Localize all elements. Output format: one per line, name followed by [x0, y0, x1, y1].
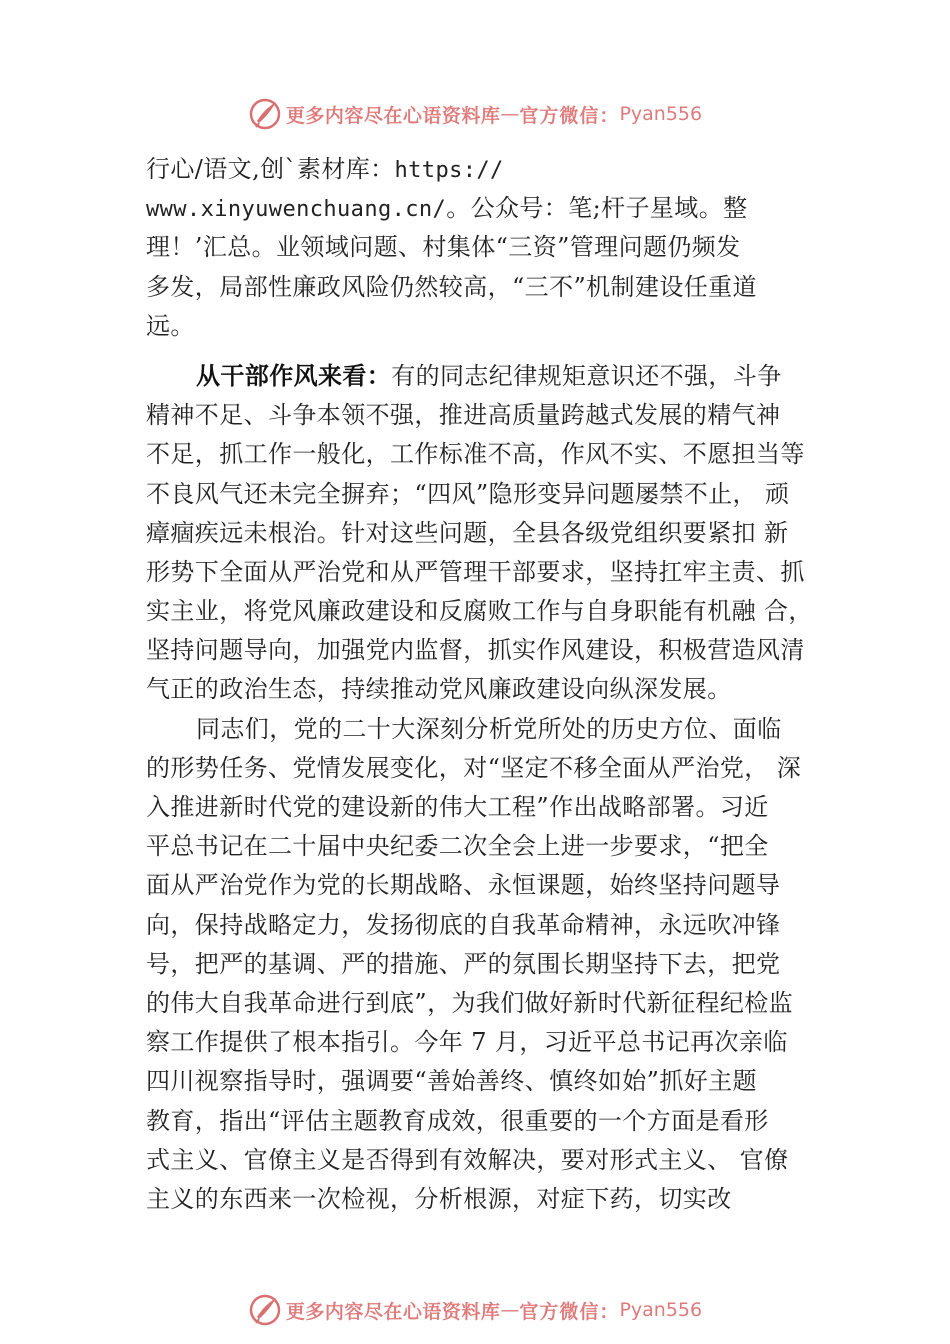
banner-wechat-label: 官方微信： — [519, 104, 620, 127]
text-segment: 有的同志纪律规矩意识还不强，斗争 — [391, 361, 782, 390]
document-body — [146, 150, 834, 1219]
paragraph-3 — [146, 710, 834, 1219]
text-line: 气正的政治生态，持续推动党风廉政建设向纵深发展。 — [146, 675, 732, 704]
text-line: 向，保持战略定力，发扬彻底的自我革命精神，永远吹冲锋 — [146, 910, 781, 939]
text-line: 同志们，党的二十大深刻分析党所处的历史方位、面临 — [196, 714, 782, 743]
text-line — [146, 357, 834, 396]
banner-wechat-account: Pyan556 — [619, 103, 703, 125]
banner-separator: — — [500, 1299, 520, 1321]
text-line: 瘴痼疾远未根治。针对这些问题，全县各级党组织要紧扣 新 — [146, 518, 789, 547]
text-line: 号，把严的基调、严的措施、严的氛围长期坚持下去，把党 — [146, 949, 781, 978]
text-line: 教育，指出“评估主题教育成效，很重要的一个方面是看形 — [146, 1106, 769, 1135]
paragraph-1 — [146, 150, 834, 346]
quill-seal-icon — [248, 1293, 282, 1327]
text-segment: 。公众号：笔;杆子星域。整 — [446, 194, 748, 223]
banner-brand-text: 更多内容尽在心语资料库 — [285, 1300, 501, 1323]
footer-banner — [0, 1290, 950, 1330]
text-line — [146, 189, 834, 228]
text-line: 精神不足、斗争本领不强，推进高质量跨越式发展的精气神 — [146, 401, 781, 430]
text-line: 坚持问题导向，加强党内监督，抓实作风建设，积极营造风清 — [146, 636, 805, 665]
quill-seal-icon — [248, 97, 282, 131]
text-line: 面从严治党作为党的长期战略、永恒课题，始终坚持问题导 — [146, 871, 781, 900]
banner-wechat-account: Pyan556 — [619, 1299, 703, 1321]
text-line: 远。 — [146, 311, 195, 340]
text-line: 多发，局部性廉政风险仍然较高，“三不”机制建设任重道 — [146, 272, 757, 301]
url-text: www.xinyuwenchuang.cn/ — [146, 197, 447, 223]
text-line: 的伟大自我革命进行到底”，为我们做好新时代新征程纪检监 — [146, 988, 794, 1017]
text-line: 形势下全面从严治党和从严管理干部要求，坚持扛牢主责、抓 — [146, 557, 805, 586]
banner-separator: — — [500, 103, 520, 125]
text-segment: 行心/语文,创`素材库： — [146, 155, 395, 183]
banner-wechat-label: 官方微信： — [519, 1300, 620, 1323]
text-line: 不良风气还未完全摒弃；“四风”隐形变异问题屡禁不止， 顽 — [146, 479, 790, 508]
text-line: 的形势任务、党情发展变化，对“坚定不移全面从严治党， 深 — [146, 753, 802, 782]
text-line: 式主义、官僚主义是否得到有效解决，要对形式主义、 官僚 — [146, 1145, 789, 1174]
text-line: 察工作提供了根本指引。今年 7 月，习近平总书记再次亲临 — [146, 1028, 788, 1057]
text-line: 主义的东西来一次检视，分析根源，对症下药，切实改 — [146, 1184, 732, 1213]
text-line — [146, 150, 834, 189]
url-text: https:// — [394, 158, 504, 183]
text-line: 理！’汇总。业领域问题、村集体“三资”管理问题仍频发 — [146, 233, 741, 262]
text-line: 不足，抓工作一般化，工作标准不高，作风不实、不愿担当等 — [146, 440, 805, 469]
section-heading: 从干部作风来看： — [196, 361, 392, 390]
paragraph-2 — [146, 357, 834, 710]
text-line: 入推进新时代党的建设新的伟大工程”作出战略部署。习近 — [146, 793, 769, 821]
text-line: 平总书记在二十届中央纪委二次全会上进一步要求，“把全 — [146, 832, 769, 861]
text-line: 四川视察指导时，强调要“善始善终、慎终如始”抓好主题 — [146, 1067, 757, 1096]
banner-brand-text: 更多内容尽在心语资料库 — [285, 104, 501, 127]
text-line: 实主业，将党风廉政建设和反腐败工作与自身职能有机融 合， — [146, 597, 813, 626]
header-banner — [0, 94, 950, 134]
